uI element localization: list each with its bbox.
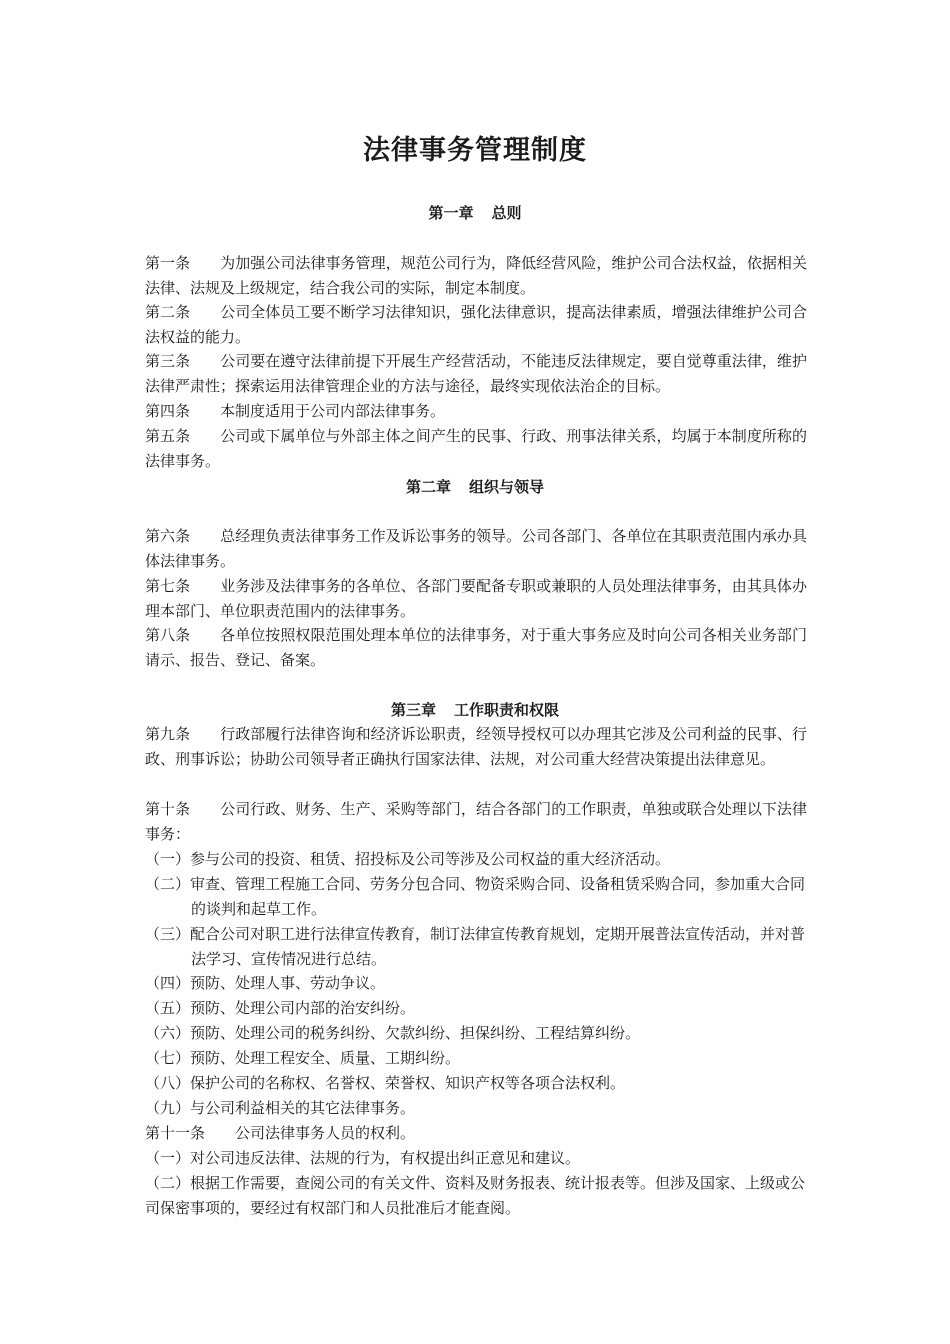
list-item: （一）对公司违反法律、法规的行为，有权提出纠正意见和建议。 bbox=[145, 1149, 581, 1167]
article-11 bbox=[145, 1121, 807, 1146]
list-item: （三）配合公司对职工进行法律宣传教育，制订法律宣传教育规划，定期开展普法宣传活动，并对普法学习、宣传情况进行总结。 bbox=[145, 925, 806, 968]
list-item: （五）预防、处理公司内部的治安纠纷。 bbox=[145, 999, 416, 1017]
chapter-name: 总则 bbox=[491, 204, 522, 222]
list-item: （二）根据工作需要，查阅公司的有关文件、资料及财务报表、统计报表等。但涉及国家、上级或公司保密事项的，要经过有权部门和人员批准后才能查阅。 bbox=[145, 1174, 806, 1217]
chapter-name: 组织与领导 bbox=[469, 478, 545, 496]
article-label: 第九条 bbox=[145, 725, 191, 743]
list-item: （四）预防、处理人事、劳动争议。 bbox=[145, 974, 386, 992]
article-text: 公司要在遵守法律前提下开展生产经营活动，不能违反法律规定，要自觉尊重法律，维护法律严肃性；探索运用法律管理企业的方法与途径，最终实现依法治企的目标。 bbox=[145, 352, 807, 395]
article-text: 公司行政、财务、生产、采购等部门，结合各部门的工作职责，单独或联合处理以下法律事务： bbox=[145, 800, 807, 843]
article-label: 第二条 bbox=[145, 303, 191, 321]
article-text: 各单位按照权限范围处理本单位的法律事务，对于重大事务应及时向公司各相关业务部门请示、报告、登记、备案。 bbox=[145, 626, 807, 669]
article-label: 第三条 bbox=[145, 352, 191, 370]
chapter-heading-1 bbox=[145, 201, 805, 225]
article-label: 第四条 bbox=[145, 402, 191, 420]
article-text: 行政部履行法律咨询和经济诉讼职责，经领导授权可以办理其它涉及公司利益的民事、行政、刑事诉讼；协助公司领导者正确执行国家法律、法规，对公司重大经营决策提出法律意见。 bbox=[145, 725, 807, 768]
article-label: 第一条 bbox=[145, 254, 191, 272]
article-label: 第八条 bbox=[145, 626, 191, 644]
article-9 bbox=[145, 722, 807, 772]
article-label: 第七条 bbox=[145, 577, 191, 595]
article-7 bbox=[145, 574, 807, 624]
document-title: 法律事务管理制度 bbox=[363, 135, 587, 166]
chapter-heading-2 bbox=[145, 475, 805, 499]
list-item: （二）审查、管理工程施工合同、劳务分包合同、物资采购合同、设备租赁采购合同，参加重大合同的谈判和起草工作。 bbox=[145, 875, 806, 918]
article-text: 总经理负责法律事务工作及诉讼事务的领导。公司各部门、各单位在其职责范围内承办具体法律事务。 bbox=[145, 527, 807, 570]
article-5 bbox=[145, 424, 807, 474]
list-item: （六）预防、处理公司的税务纠纷、欠款纠纷、担保纠纷、工程结算纠纷。 bbox=[145, 1024, 641, 1042]
chapter-name: 工作职责和权限 bbox=[454, 701, 560, 719]
article-10 bbox=[145, 797, 807, 847]
list-item: （九）与公司利益相关的其它法律事务。 bbox=[145, 1099, 416, 1117]
article-text: 业务涉及法律事务的各单位、各部门要配备专职或兼职的人员处理法律事务，由其具体办理本部门、单位职责范围内的法律事务。 bbox=[145, 577, 807, 620]
chapter-heading-3 bbox=[145, 698, 805, 722]
article-3 bbox=[145, 349, 807, 399]
list-item: （八）保护公司的名称权、名誉权、荣誉权、知识产权等各项合法权利。 bbox=[145, 1074, 626, 1092]
article-text: 为加强公司法律事务管理，规范公司行为，降低经营风险，维护公司合法权益，依据相关法律、法规及上级规定，结合我公司的实际，制定本制度。 bbox=[145, 254, 807, 297]
article-label: 第五条 bbox=[145, 427, 191, 445]
list-item: （七）预防、处理工程安全、质量、工期纠纷。 bbox=[145, 1049, 461, 1067]
list-item: （一）参与公司的投资、租赁、招投标及公司等涉及公司权益的重大经济活动。 bbox=[145, 850, 671, 868]
article-text: 公司或下属单位与外部主体之间产生的民事、行政、刑事法律关系，均属于本制度所称的法律事务。 bbox=[145, 427, 807, 470]
article-1 bbox=[145, 251, 807, 301]
article-text: 公司全体员工要不断学习法律知识，强化法律意识，提高法律素质，增强法律维护公司合法权益的能力。 bbox=[145, 303, 807, 346]
article-text: 本制度适用于公司内部法律事务。 bbox=[220, 402, 446, 420]
article-label: 第十条 bbox=[145, 800, 191, 818]
article-label: 第十一条 bbox=[145, 1124, 206, 1142]
article-8 bbox=[145, 623, 807, 673]
chapter-number: 第二章 bbox=[405, 478, 451, 496]
article-4 bbox=[145, 399, 807, 424]
article-6 bbox=[145, 524, 807, 574]
chapter-number: 第三章 bbox=[390, 701, 436, 719]
article-text: 公司法律事务人员的权利。 bbox=[235, 1124, 416, 1142]
chapter-number: 第一章 bbox=[428, 204, 474, 222]
article-2 bbox=[145, 300, 807, 350]
article-label: 第六条 bbox=[145, 527, 191, 545]
